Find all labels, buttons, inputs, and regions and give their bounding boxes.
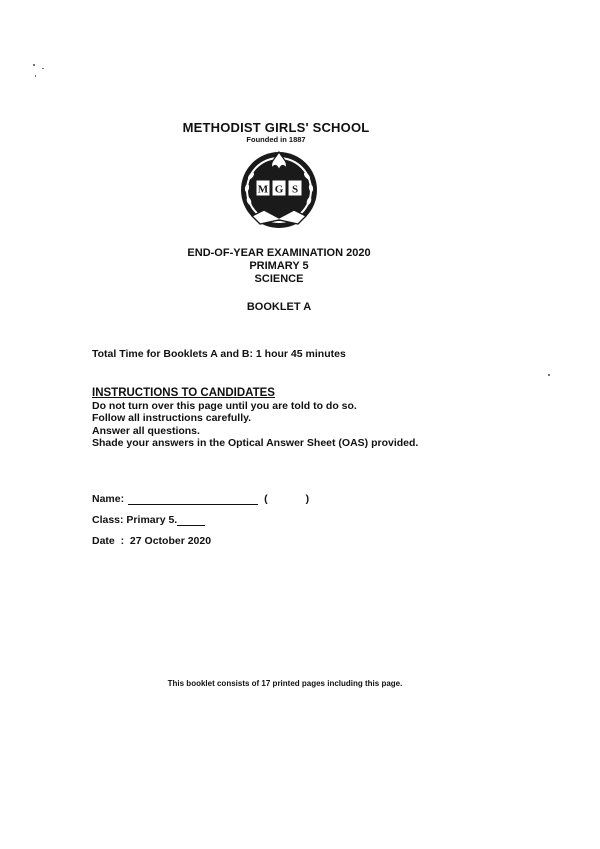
booklet-label: BOOKLET A	[246, 301, 312, 313]
exam-title: END-OF-YEAR EXAMINATION 2020	[187, 247, 371, 259]
instruction-line: Answer all questions.	[92, 424, 200, 437]
founded-year: Founded in 1887	[246, 135, 306, 144]
school-crest-logo	[234, 146, 324, 232]
name-blank[interactable]	[128, 493, 258, 505]
date-row	[92, 526, 309, 547]
instruction-line: Shade your answers in the Optical Answer Sheet (OAS) provided.	[92, 437, 419, 449]
page-count-note: This booklet consists of 17 printed pages including this page.	[167, 679, 403, 688]
candidate-fields	[92, 484, 309, 547]
instructions-heading: INSTRUCTIONS TO CANDIDATES	[92, 387, 275, 399]
scan-speck	[42, 68, 44, 69]
name-label: Name:	[92, 493, 125, 505]
class-blank[interactable]	[177, 514, 205, 526]
instruction-line: Do not turn over this page until you are told to do so.	[92, 399, 357, 412]
school-name: METHODIST GIRLS' SCHOOL	[182, 120, 370, 135]
exam-heading	[0, 247, 558, 286]
scan-speck	[35, 75, 36, 77]
exam-level: PRIMARY 5	[249, 260, 309, 272]
name-row	[92, 484, 309, 505]
instructions-section	[92, 387, 418, 450]
scan-speck	[548, 374, 550, 376]
date-label: Date : 27 October 2020	[92, 535, 212, 547]
class-label: Class: Primary 5.	[92, 514, 178, 526]
register-number-blank[interactable]	[268, 494, 306, 505]
class-row	[92, 505, 309, 526]
crest-letter-g: G	[274, 183, 284, 196]
scan-speck	[33, 64, 35, 66]
exam-subject: SCIENCE	[254, 273, 304, 285]
register-number-close: )	[305, 493, 310, 505]
total-time: Total Time for Booklets A and B: 1 hour 45 minutes	[92, 348, 346, 360]
crest-letter-s: S	[291, 183, 299, 196]
register-number-open: (	[264, 493, 268, 505]
crest-letter-m: M	[257, 183, 269, 196]
instruction-line: Follow all instructions carefully.	[92, 412, 252, 424]
